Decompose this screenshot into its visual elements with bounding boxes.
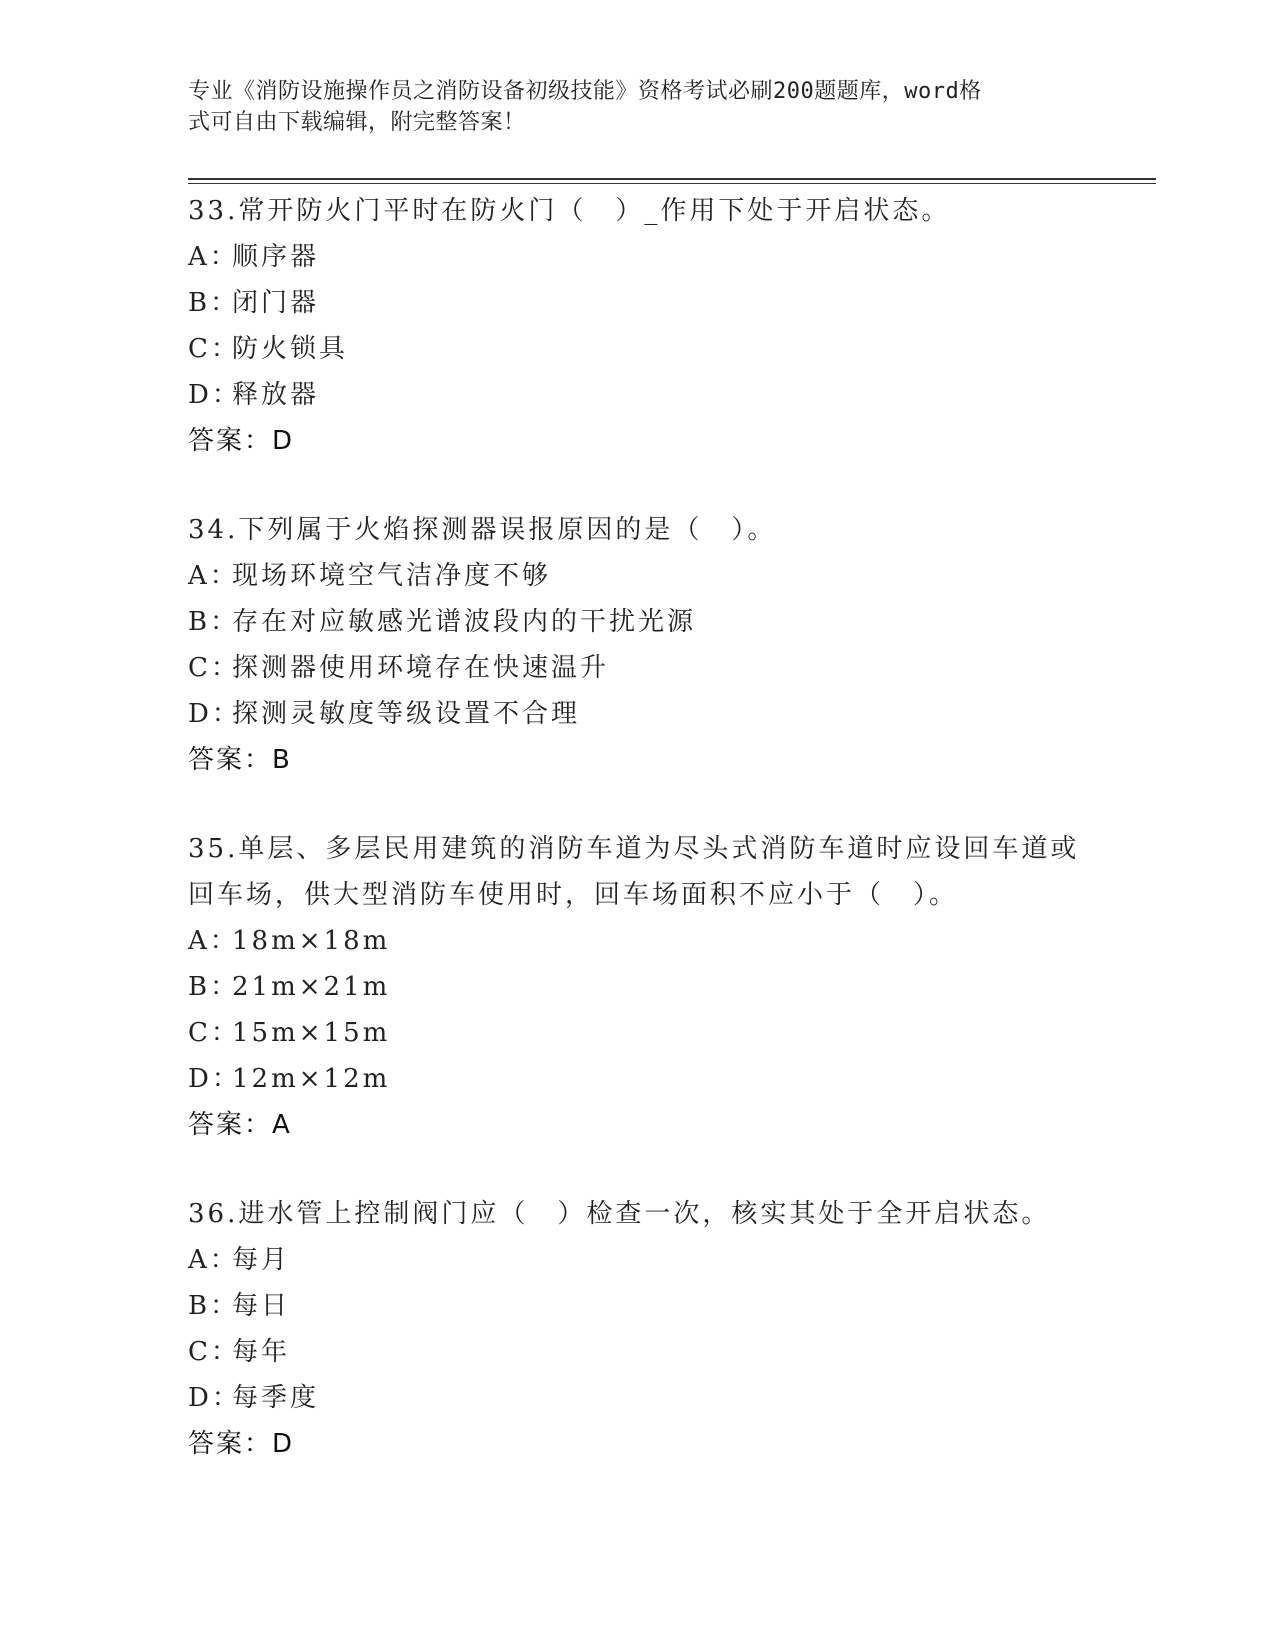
option-key: D：: [188, 1383, 241, 1413]
option-b: [188, 280, 1088, 326]
header-line-1: 专业《消防设施操作员之消防设备初级技能》资格考试必刷200题题库，word格: [188, 79, 982, 104]
question-list: [188, 188, 1088, 1510]
option-text: 现场环境空气洁净度不够: [232, 561, 552, 591]
option-a: [188, 553, 1088, 599]
option-key: D：: [188, 1064, 241, 1094]
question-35: [188, 826, 1088, 1148]
option-text: 15m×15m: [232, 1018, 391, 1048]
option-key: C：: [188, 653, 240, 683]
question-stem: 36.进水管上控制阀门应（ ）检查一次，核实其处于全开启状态。: [188, 1199, 1051, 1229]
document-header: [188, 76, 1068, 138]
question-stem: 34.下列属于火焰探测器误报原因的是（ ）。: [188, 515, 777, 545]
option-key: D：: [188, 380, 241, 410]
option-key: A：: [188, 242, 239, 272]
option-a: [188, 918, 1088, 964]
option-text: 每日: [232, 1291, 291, 1321]
option-key: C：: [188, 1018, 240, 1048]
option-text: 12m×12m: [232, 1064, 391, 1094]
option-b: [188, 964, 1088, 1010]
option-key: A：: [188, 561, 239, 591]
header-divider-thick: [188, 178, 1156, 180]
option-text: 顺序器: [232, 242, 320, 272]
option-text: 探测器使用环境存在快速温升: [232, 653, 610, 683]
question-stem: 33.常开防火门平时在防火门（ ）_作用下处于开启状态。: [188, 196, 951, 226]
option-text: 探测灵敏度等级设置不合理: [232, 699, 581, 729]
option-text: 每月: [232, 1245, 291, 1275]
option-key: B：: [188, 288, 240, 318]
question-stem: 35.单层、多层民用建筑的消防车道为尽头式消防车道时应设回车道或回车场，供大型消防车使用时，回车场面积不应小于（ ）。: [188, 834, 1080, 910]
option-key: C：: [188, 1337, 240, 1367]
question-33: [188, 188, 1088, 464]
option-c: [188, 1329, 1088, 1375]
answer-line: 答案：A: [188, 1110, 292, 1140]
header-line-2: 式可自由下载编辑，附完整答案！: [188, 110, 526, 135]
option-a: [188, 234, 1088, 280]
option-text: 21m×21m: [232, 972, 391, 1002]
answer-line: 答案：D: [188, 1429, 295, 1459]
answer-line: 答案：D: [188, 426, 295, 456]
option-key: B：: [188, 1291, 240, 1321]
option-text: 闭门器: [232, 288, 320, 318]
option-b: [188, 599, 1088, 645]
option-text: 18m×18m: [232, 926, 391, 956]
option-key: A：: [188, 1245, 239, 1275]
option-c: [188, 645, 1088, 691]
option-c: [188, 1010, 1088, 1056]
option-key: D：: [188, 699, 241, 729]
option-key: C：: [188, 334, 240, 364]
option-text: 防火锁具: [232, 334, 349, 364]
option-text: 每季度: [232, 1383, 320, 1413]
answer-line: 答案：B: [188, 745, 292, 775]
option-text: 释放器: [232, 380, 320, 410]
header-divider-thin: [188, 183, 1156, 184]
option-d: [188, 691, 1088, 737]
option-key: B：: [188, 972, 240, 1002]
option-text: 存在对应敏感光谱波段内的干扰光源: [232, 607, 697, 637]
option-d: [188, 372, 1088, 418]
option-b: [188, 1283, 1088, 1329]
question-36: [188, 1191, 1088, 1467]
option-d: [188, 1375, 1088, 1421]
option-d: [188, 1056, 1088, 1102]
option-a: [188, 1237, 1088, 1283]
question-34: [188, 507, 1088, 783]
option-key: A：: [188, 926, 239, 956]
option-key: B：: [188, 607, 240, 637]
option-c: [188, 326, 1088, 372]
option-text: 每年: [232, 1337, 291, 1367]
